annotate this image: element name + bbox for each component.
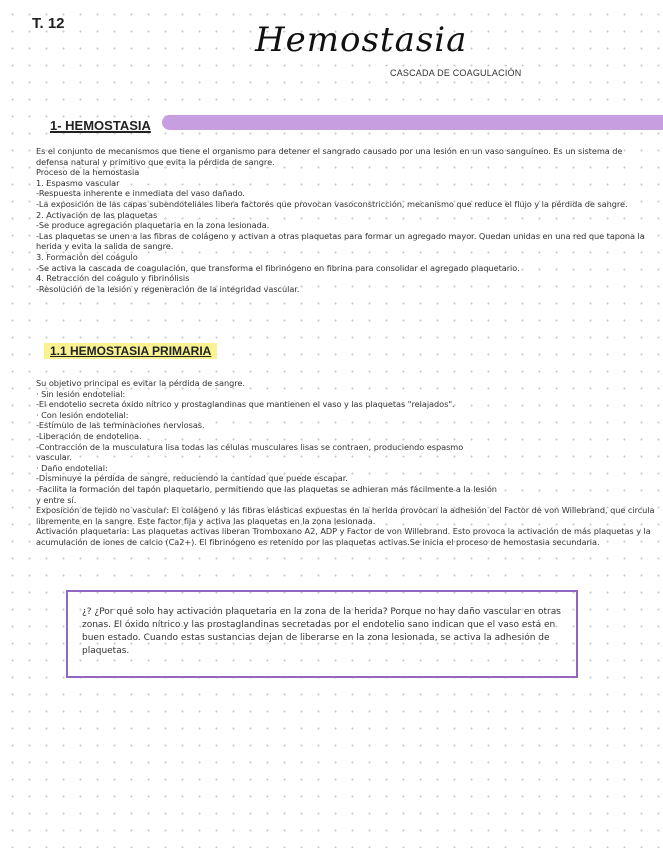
text-line: -Las plaquetas se unen a las fibras de colágeno y activan a otras plaquetas para formar un agregado mayor. Quedan unidas en una red que tapona la (36, 230, 645, 241)
text-line: y entre sí. (36, 494, 77, 505)
text-line: -La exposición de las capas subendoteliales libera factores que provocan vasoconstricción, mecanismo que reduce el flujo y la pérdida de sangre. (36, 198, 628, 209)
text-line: 1. Espasmo vascular (36, 177, 120, 188)
text-line: defensa natural y primitivo que evita la pérdida de sangre. (36, 156, 275, 167)
text-line: · Daño endotelial: (36, 462, 108, 473)
text-line: · Con lesión endotelial: (36, 409, 129, 420)
note-line: ¿? ¿Por qué solo hay activación plaquetaria en la zona de la herida? Porque no hay daño vascular en otras (82, 607, 561, 617)
section-heading-1 (50, 115, 151, 134)
text-line: Activación plaquetaria: Las plaquetas activas liberan Tromboxano A2, ADP y Factor de von Willebrand. Esto provoca la activación de más plaquetas y la (36, 526, 651, 537)
text-line: · Sin lesión endotelial: (36, 388, 126, 399)
text-line: -Estímulo de las terminaciones nerviosas. (36, 420, 205, 431)
text-line: libremente en la sangre. Este factor fija y activa las plaquetas en la zona lesionada. (36, 515, 376, 526)
section-accent-bar (162, 115, 663, 130)
text-line: Exposición de tejido no vascular: El colágeno y las fibras elásticas expuestas en la herida provocan la adhesión del Factor de von Willebrand, que circula (36, 505, 655, 516)
text-line: herida y evita la salida de sangre. (36, 241, 174, 252)
section-2-body (36, 378, 655, 548)
text-line: -Se produce agregación plaquetaria en la zona lesionada. (36, 220, 270, 231)
note-line: buen estado. Cuando estas sustancias dejan de liberarse en la zona lesionada, se activa la adhesión de (82, 633, 550, 643)
text-line: 2. Activación de las plaquetas (36, 209, 158, 220)
text-line: -Disminuye la pérdida de sangre, reduciendo la cantidad que puede escapar. (36, 473, 348, 484)
section-heading-2: 1.1 HEMOSTASIA PRIMARIA (44, 343, 217, 359)
page-subtitle: CASCADA DE COAGULACIÓN (390, 68, 522, 78)
text-line: 3. Formación del coágulo (36, 251, 138, 262)
text-line: -Liberación de endotelina. (36, 430, 142, 441)
text-line: 4. Retracción del coágulo y fibrinólisis (36, 273, 190, 284)
text-line: -Resolución de la lesión y regeneración de la integridad vascular. (36, 283, 300, 294)
page-title: Hemostasia (255, 20, 468, 60)
text-line: acumulación de iones de calcio (Ca2+). El fibrinógeno es retenido por las plaquetas activas.Se inicia el proceso de hemostasia secundaria. (36, 536, 600, 547)
note-line: zonas. El óxido nítrico y las prostaglandinas secretadas por el endotelio sano indican que el vaso está en (82, 620, 556, 630)
section-heading-1-text: 1- HEMOSTASIA (50, 118, 151, 133)
note-box-text (82, 606, 567, 658)
note-box (66, 590, 578, 678)
text-line: -El endotelio secreta óxido nítrico y prostaglandinas que mantienen el vaso y las plaquetas "relajados". (36, 399, 455, 410)
text-line: Es el conjunto de mecanismos que tiene el organismo para detener el sangrado causado por una lesión en un vaso sanguíneo. Es un sistema de (36, 146, 623, 156)
text-line: -Respuesta inherente e inmediata del vaso dañado. (36, 188, 245, 199)
text-line: -Contracción de la musculatura lisa todas las células musculares lisas se contraen, produciendo espasmo (36, 441, 464, 452)
topic-number: T. 12 (32, 15, 65, 32)
text-line: -Facilita la formación del tapón plaquetario, permitiendo que las plaquetas se adhieran más fácilmente a la lesión (36, 483, 497, 494)
text-line: Proceso de la hemostasia (36, 167, 140, 178)
text-line: vascular. (36, 452, 72, 463)
note-line: plaquetas. (82, 646, 130, 656)
text-line: -Se activa la cascada de coagulación, que transforma el fibrinógeno en fibrina para consolidar el agregado plaquetario. (36, 262, 520, 273)
text-line: Su objetivo principal es evitar la pérdida de sangre. (36, 378, 245, 388)
section-1-body (36, 146, 645, 294)
